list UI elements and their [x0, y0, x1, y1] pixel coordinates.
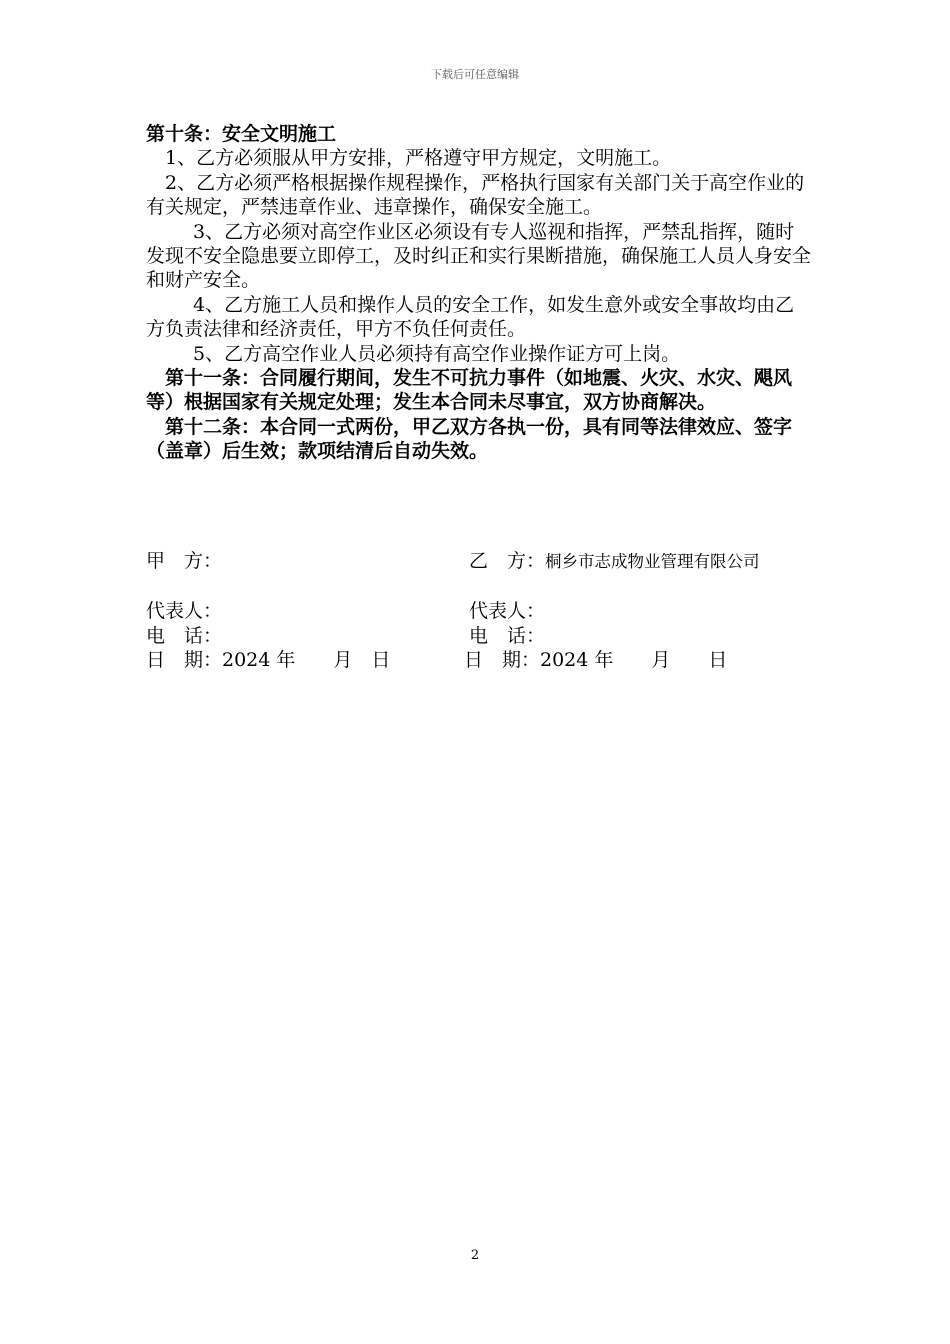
signature-representative-row — [146, 599, 812, 623]
signature-party-row — [146, 549, 812, 573]
party-b-company-name: 桐乡市志成物业管理有限公司 — [545, 552, 760, 571]
party-b — [469, 549, 760, 574]
signature-phone-row — [146, 624, 812, 648]
article-11: 第十一条：合同履行期间，发生不可抗力事件（如地震、火灾、水灾、飓风等）根据国家有关规定处理；发生本合同未尽事宜，双方协商解决。 — [146, 367, 793, 414]
party-b-phone: 电 话： — [469, 625, 546, 647]
party-a-date: 日 期：2024 年 月 日 — [146, 649, 391, 671]
party-a-representative: 代表人： — [146, 600, 223, 622]
article-10-item-1: 1、乙方必须服从甲方安排，严格遵守甲方规定，文明施工。 — [165, 147, 672, 170]
header-note: 下载后可任意编辑 — [431, 68, 519, 81]
signature-date-row — [146, 648, 812, 672]
party-a-phone: 电 话： — [146, 625, 223, 647]
article-10-title: 第十条：安全文明施工 — [146, 123, 337, 145]
party-a-label: 甲 方： — [146, 550, 223, 572]
article-10-item-2: 2、乙方必须严格根据操作规程操作，严格执行国家有关部门关于高空作业的有关规定，严禁违章作业、违章操作，确保安全施工。 — [146, 171, 805, 219]
article-12: 第十二条：本合同一式两份，甲乙双方各执一份，具有同等法律效应、签字（盖章）后生效；款项结清后自动失效。 — [146, 415, 793, 463]
contract-body — [146, 122, 812, 464]
article-10-item-4: 4、乙方施工人员和操作人员的安全工作，如发生意外或安全事故均由乙方负责法律和经济责任，甲方不负任何责任。 — [146, 293, 795, 341]
party-b-date: 日 期：2024 年 月 日 — [464, 649, 728, 671]
article-10-item-3: 3、乙方必须对高空作业区必须设有专人巡视和指挥，严禁乱指挥，随时发现不安全隐患要立即停工，及时纠正和实行果断措施，确保施工人员人身安全和财产安全。 — [146, 220, 812, 292]
page-number: 2 — [470, 1248, 480, 1263]
party-b-label: 乙 方： — [469, 550, 546, 572]
article-10-item-5: 5、乙方高空作业人员必须持有高空作业操作证方可上岗。 — [193, 342, 681, 365]
party-b-representative: 代表人： — [469, 600, 546, 622]
